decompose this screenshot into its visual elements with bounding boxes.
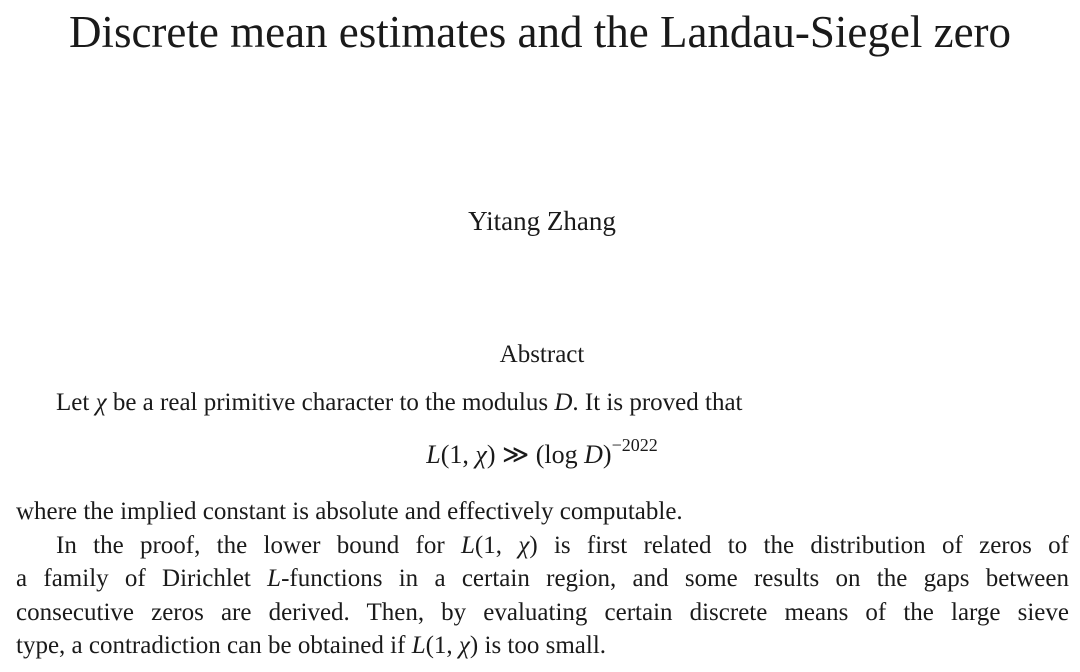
abstract-line-1: Let χ be a real primitive character to the modulus D. It is proved that [56, 389, 743, 416]
math-D: D [554, 389, 573, 416]
abstract-paragraph2-line4: type, a contradiction can be obtained if L(1, χ) is too small. [16, 632, 607, 659]
paper-title: Discrete mean estimates and the Landau-Siegel zero [68, 7, 1012, 57]
math-chi: χ [95, 389, 107, 416]
abstract-paragraph2-line2: a family of Dirichlet L-functions in a certain region, and some results on the gaps between [16, 565, 1069, 592]
display-equation: L(1, χ) ≫ (log D)$^{-2022}$ [426, 435, 658, 469]
abstract-paragraph2-line3: consecutive zeros are derived. Then, by evaluating certain discrete means of the large sieve [16, 599, 1069, 626]
abstract-line-3: where the implied constant is absolute and effectively computable. [16, 498, 683, 525]
author-name: Yitang Zhang [468, 206, 616, 236]
equation-exponent: −2022 [611, 435, 658, 455]
abstract-heading: Abstract [499, 341, 585, 368]
abstract-paragraph2-line1: In the proof, the lower bound for L(1, χ) is first related to the distribution of zeros of [56, 532, 1069, 559]
